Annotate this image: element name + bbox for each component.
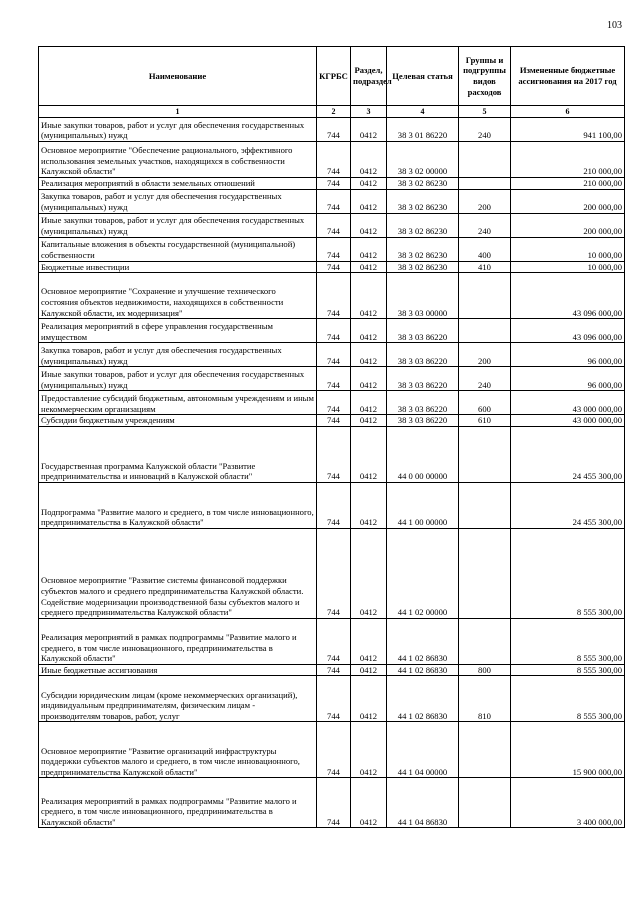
row-amount: 210 000,00 — [511, 178, 625, 190]
row-target: 44 1 02 86830 — [387, 664, 459, 676]
row-section: 0412 — [351, 426, 387, 482]
row-group — [459, 426, 511, 482]
row-section: 0412 — [351, 482, 387, 528]
row-group: 800 — [459, 664, 511, 676]
row-target: 44 1 02 86830 — [387, 676, 459, 722]
row-amount: 43 000 000,00 — [511, 415, 625, 427]
header-target: Целевая статья — [387, 47, 459, 106]
row-section: 0412 — [351, 319, 387, 343]
row-section: 0412 — [351, 415, 387, 427]
table-row — [39, 178, 625, 190]
column-number: 5 — [459, 106, 511, 118]
row-kgrbs: 744 — [317, 189, 351, 213]
row-kgrbs: 744 — [317, 664, 351, 676]
row-name: Предоставление субсидий бюджетным, автономным учреждениям и иным некоммерческим организациям — [39, 391, 317, 415]
row-name: Закупка товаров, работ и услуг для обеспечения государственных (муниципальных) нужд — [39, 189, 317, 213]
table-row — [39, 343, 625, 367]
table-row — [39, 189, 625, 213]
row-kgrbs: 744 — [317, 722, 351, 778]
row-kgrbs: 744 — [317, 118, 351, 142]
row-kgrbs: 744 — [317, 778, 351, 828]
row-section: 0412 — [351, 189, 387, 213]
row-name: Реализация мероприятий в сфере управления государственным имуществом — [39, 319, 317, 343]
row-kgrbs: 744 — [317, 415, 351, 427]
row-section: 0412 — [351, 367, 387, 391]
table-row — [39, 261, 625, 273]
row-section: 0412 — [351, 778, 387, 828]
row-amount: 3 400 000,00 — [511, 778, 625, 828]
row-amount: 8 555 300,00 — [511, 528, 625, 618]
row-section: 0412 — [351, 343, 387, 367]
row-amount: 43 000 000,00 — [511, 391, 625, 415]
row-amount: 43 096 000,00 — [511, 319, 625, 343]
row-group — [459, 618, 511, 664]
row-name: Закупка товаров, работ и услуг для обеспечения государственных (муниципальных) нужд — [39, 343, 317, 367]
row-name: Реализация мероприятий в области земельных отношений — [39, 178, 317, 190]
row-target: 38 3 02 00000 — [387, 142, 459, 178]
row-group — [459, 528, 511, 618]
table-row — [39, 482, 625, 528]
row-section: 0412 — [351, 664, 387, 676]
row-target: 38 3 01 86220 — [387, 118, 459, 142]
table-row — [39, 664, 625, 676]
row-group: 410 — [459, 261, 511, 273]
row-amount: 96 000,00 — [511, 343, 625, 367]
page-number: 103 — [607, 20, 622, 31]
row-kgrbs: 744 — [317, 142, 351, 178]
row-kgrbs: 744 — [317, 528, 351, 618]
row-section: 0412 — [351, 618, 387, 664]
table-row — [39, 367, 625, 391]
row-amount: 8 555 300,00 — [511, 664, 625, 676]
row-name: Основное мероприятие "Развитие системы финансовой поддержки субъектов малого и среднего предпринимательства Калужской области. Содействие модернизации производственной базы субъектов малого и среднего предпринимательства Калужской области" — [39, 528, 317, 618]
row-target: 44 1 00 00000 — [387, 482, 459, 528]
row-amount: 8 555 300,00 — [511, 618, 625, 664]
row-target: 38 3 03 86220 — [387, 391, 459, 415]
row-name: Основное мероприятие "Развитие организаций инфраструктуры поддержки субъектов малого и среднего, в том числе инновационного, предпринимательства Калужской области" — [39, 722, 317, 778]
table-row — [39, 415, 625, 427]
table-row — [39, 426, 625, 482]
row-name: Капитальные вложения в объекты государственной (муниципальной) собственности — [39, 237, 317, 261]
table-row — [39, 118, 625, 142]
row-amount: 200 000,00 — [511, 189, 625, 213]
row-group: 600 — [459, 391, 511, 415]
row-section: 0412 — [351, 237, 387, 261]
row-group — [459, 482, 511, 528]
table-body — [39, 118, 625, 828]
table-row — [39, 237, 625, 261]
row-name: Основное мероприятие "Сохранение и улучшение технического состояния объектов недвижимости, находящихся в собственности Калужской области, их модернизация" — [39, 273, 317, 319]
row-section: 0412 — [351, 142, 387, 178]
column-number: 2 — [317, 106, 351, 118]
table-row — [39, 319, 625, 343]
row-group: 200 — [459, 343, 511, 367]
row-amount: 8 555 300,00 — [511, 676, 625, 722]
row-group: 400 — [459, 237, 511, 261]
row-name: Иные закупки товаров, работ и услуг для обеспечения государственных (муниципальных) нужд — [39, 367, 317, 391]
row-kgrbs: 744 — [317, 426, 351, 482]
header-groups: Группы и подгруппы видов расходов — [459, 47, 511, 106]
table-row — [39, 618, 625, 664]
row-group: 240 — [459, 367, 511, 391]
row-target: 44 1 02 00000 — [387, 528, 459, 618]
row-amount: 941 100,00 — [511, 118, 625, 142]
row-target: 38 3 03 86220 — [387, 367, 459, 391]
row-section: 0412 — [351, 391, 387, 415]
row-name: Подпрограмма "Развитие малого и среднего, в том числе инновационного, предпринимательства в Калужской области" — [39, 482, 317, 528]
row-kgrbs: 744 — [317, 237, 351, 261]
row-name: Бюджетные инвестиции — [39, 261, 317, 273]
row-amount: 43 096 000,00 — [511, 273, 625, 319]
row-target: 44 1 04 00000 — [387, 722, 459, 778]
row-name: Иные закупки товаров, работ и услуг для обеспечения государственных (муниципальных) нужд — [39, 213, 317, 237]
table-row — [39, 273, 625, 319]
row-group: 240 — [459, 213, 511, 237]
row-group: 240 — [459, 118, 511, 142]
row-target: 38 3 03 86220 — [387, 343, 459, 367]
row-section: 0412 — [351, 273, 387, 319]
row-target: 44 1 04 86830 — [387, 778, 459, 828]
row-name: Иные закупки товаров, работ и услуг для обеспечения государственных (муниципальных) нужд — [39, 118, 317, 142]
column-number: 6 — [511, 106, 625, 118]
row-section: 0412 — [351, 213, 387, 237]
row-amount: 200 000,00 — [511, 213, 625, 237]
row-name: Реализация мероприятий в рамках подпрограммы "Развитие малого и среднего, в том числе инновационного, предпринимательства в Калужской области" — [39, 778, 317, 828]
row-target: 38 3 02 86230 — [387, 189, 459, 213]
row-group — [459, 273, 511, 319]
row-kgrbs: 744 — [317, 273, 351, 319]
row-amount: 10 000,00 — [511, 261, 625, 273]
header-row — [39, 47, 625, 106]
row-amount: 24 455 300,00 — [511, 426, 625, 482]
row-kgrbs: 744 — [317, 367, 351, 391]
row-kgrbs: 744 — [317, 261, 351, 273]
row-amount: 210 000,00 — [511, 142, 625, 178]
header-name: Наименование — [39, 47, 317, 106]
row-amount: 15 900 000,00 — [511, 722, 625, 778]
row-group — [459, 319, 511, 343]
row-target: 38 3 02 86230 — [387, 261, 459, 273]
row-name: Основное мероприятие "Обеспечение рационального, эффективного использования земельных участков, находящихся в собственности Калужской области" — [39, 142, 317, 178]
table-row — [39, 213, 625, 237]
budget-table — [38, 46, 625, 828]
row-name: Реализация мероприятий в рамках подпрограммы "Развитие малого и среднего, в том числе инновационного, предпринимательства в Калужской области" — [39, 618, 317, 664]
row-amount: 10 000,00 — [511, 237, 625, 261]
row-group — [459, 778, 511, 828]
row-target: 44 1 02 86830 — [387, 618, 459, 664]
row-kgrbs: 744 — [317, 178, 351, 190]
header-amount: Измененные бюджетные ассигнования на 2017 год — [511, 47, 625, 106]
row-section: 0412 — [351, 178, 387, 190]
row-group — [459, 178, 511, 190]
row-target: 44 0 00 00000 — [387, 426, 459, 482]
row-section: 0412 — [351, 118, 387, 142]
row-amount: 24 455 300,00 — [511, 482, 625, 528]
header-kgrbs: КГРБС — [317, 47, 351, 106]
row-kgrbs: 744 — [317, 213, 351, 237]
column-number-row — [39, 106, 625, 118]
table-row — [39, 722, 625, 778]
table-row — [39, 391, 625, 415]
row-group: 200 — [459, 189, 511, 213]
row-group — [459, 722, 511, 778]
row-name: Иные бюджетные ассигнования — [39, 664, 317, 676]
row-name: Субсидии бюджетным учреждениям — [39, 415, 317, 427]
row-section: 0412 — [351, 261, 387, 273]
row-kgrbs: 744 — [317, 391, 351, 415]
column-number: 4 — [387, 106, 459, 118]
row-kgrbs: 744 — [317, 319, 351, 343]
row-section: 0412 — [351, 676, 387, 722]
row-section: 0412 — [351, 722, 387, 778]
column-number: 3 — [351, 106, 387, 118]
table-row — [39, 528, 625, 618]
table-row — [39, 142, 625, 178]
column-number: 1 — [39, 106, 317, 118]
table-row — [39, 676, 625, 722]
row-target: 38 3 02 86230 — [387, 178, 459, 190]
row-group: 610 — [459, 415, 511, 427]
header-section: Раздел, подраздел — [351, 47, 387, 106]
row-target: 38 3 02 86230 — [387, 213, 459, 237]
row-section: 0412 — [351, 528, 387, 618]
row-name: Государственная программа Калужской области "Развитие предпринимательства и инноваций в Калужской области" — [39, 426, 317, 482]
row-kgrbs: 744 — [317, 482, 351, 528]
row-group: 810 — [459, 676, 511, 722]
row-group — [459, 142, 511, 178]
row-target: 38 3 02 86230 — [387, 237, 459, 261]
row-amount: 96 000,00 — [511, 367, 625, 391]
table-row — [39, 778, 625, 828]
row-target: 38 3 03 86220 — [387, 319, 459, 343]
row-target: 38 3 03 00000 — [387, 273, 459, 319]
row-target: 38 3 03 86220 — [387, 415, 459, 427]
row-name: Субсидии юридическим лицам (кроме некоммерческих организаций), индивидуальным предпринимателям, физическим лицам - производителям товаров, работ, услуг — [39, 676, 317, 722]
row-kgrbs: 744 — [317, 676, 351, 722]
row-kgrbs: 744 — [317, 343, 351, 367]
row-kgrbs: 744 — [317, 618, 351, 664]
